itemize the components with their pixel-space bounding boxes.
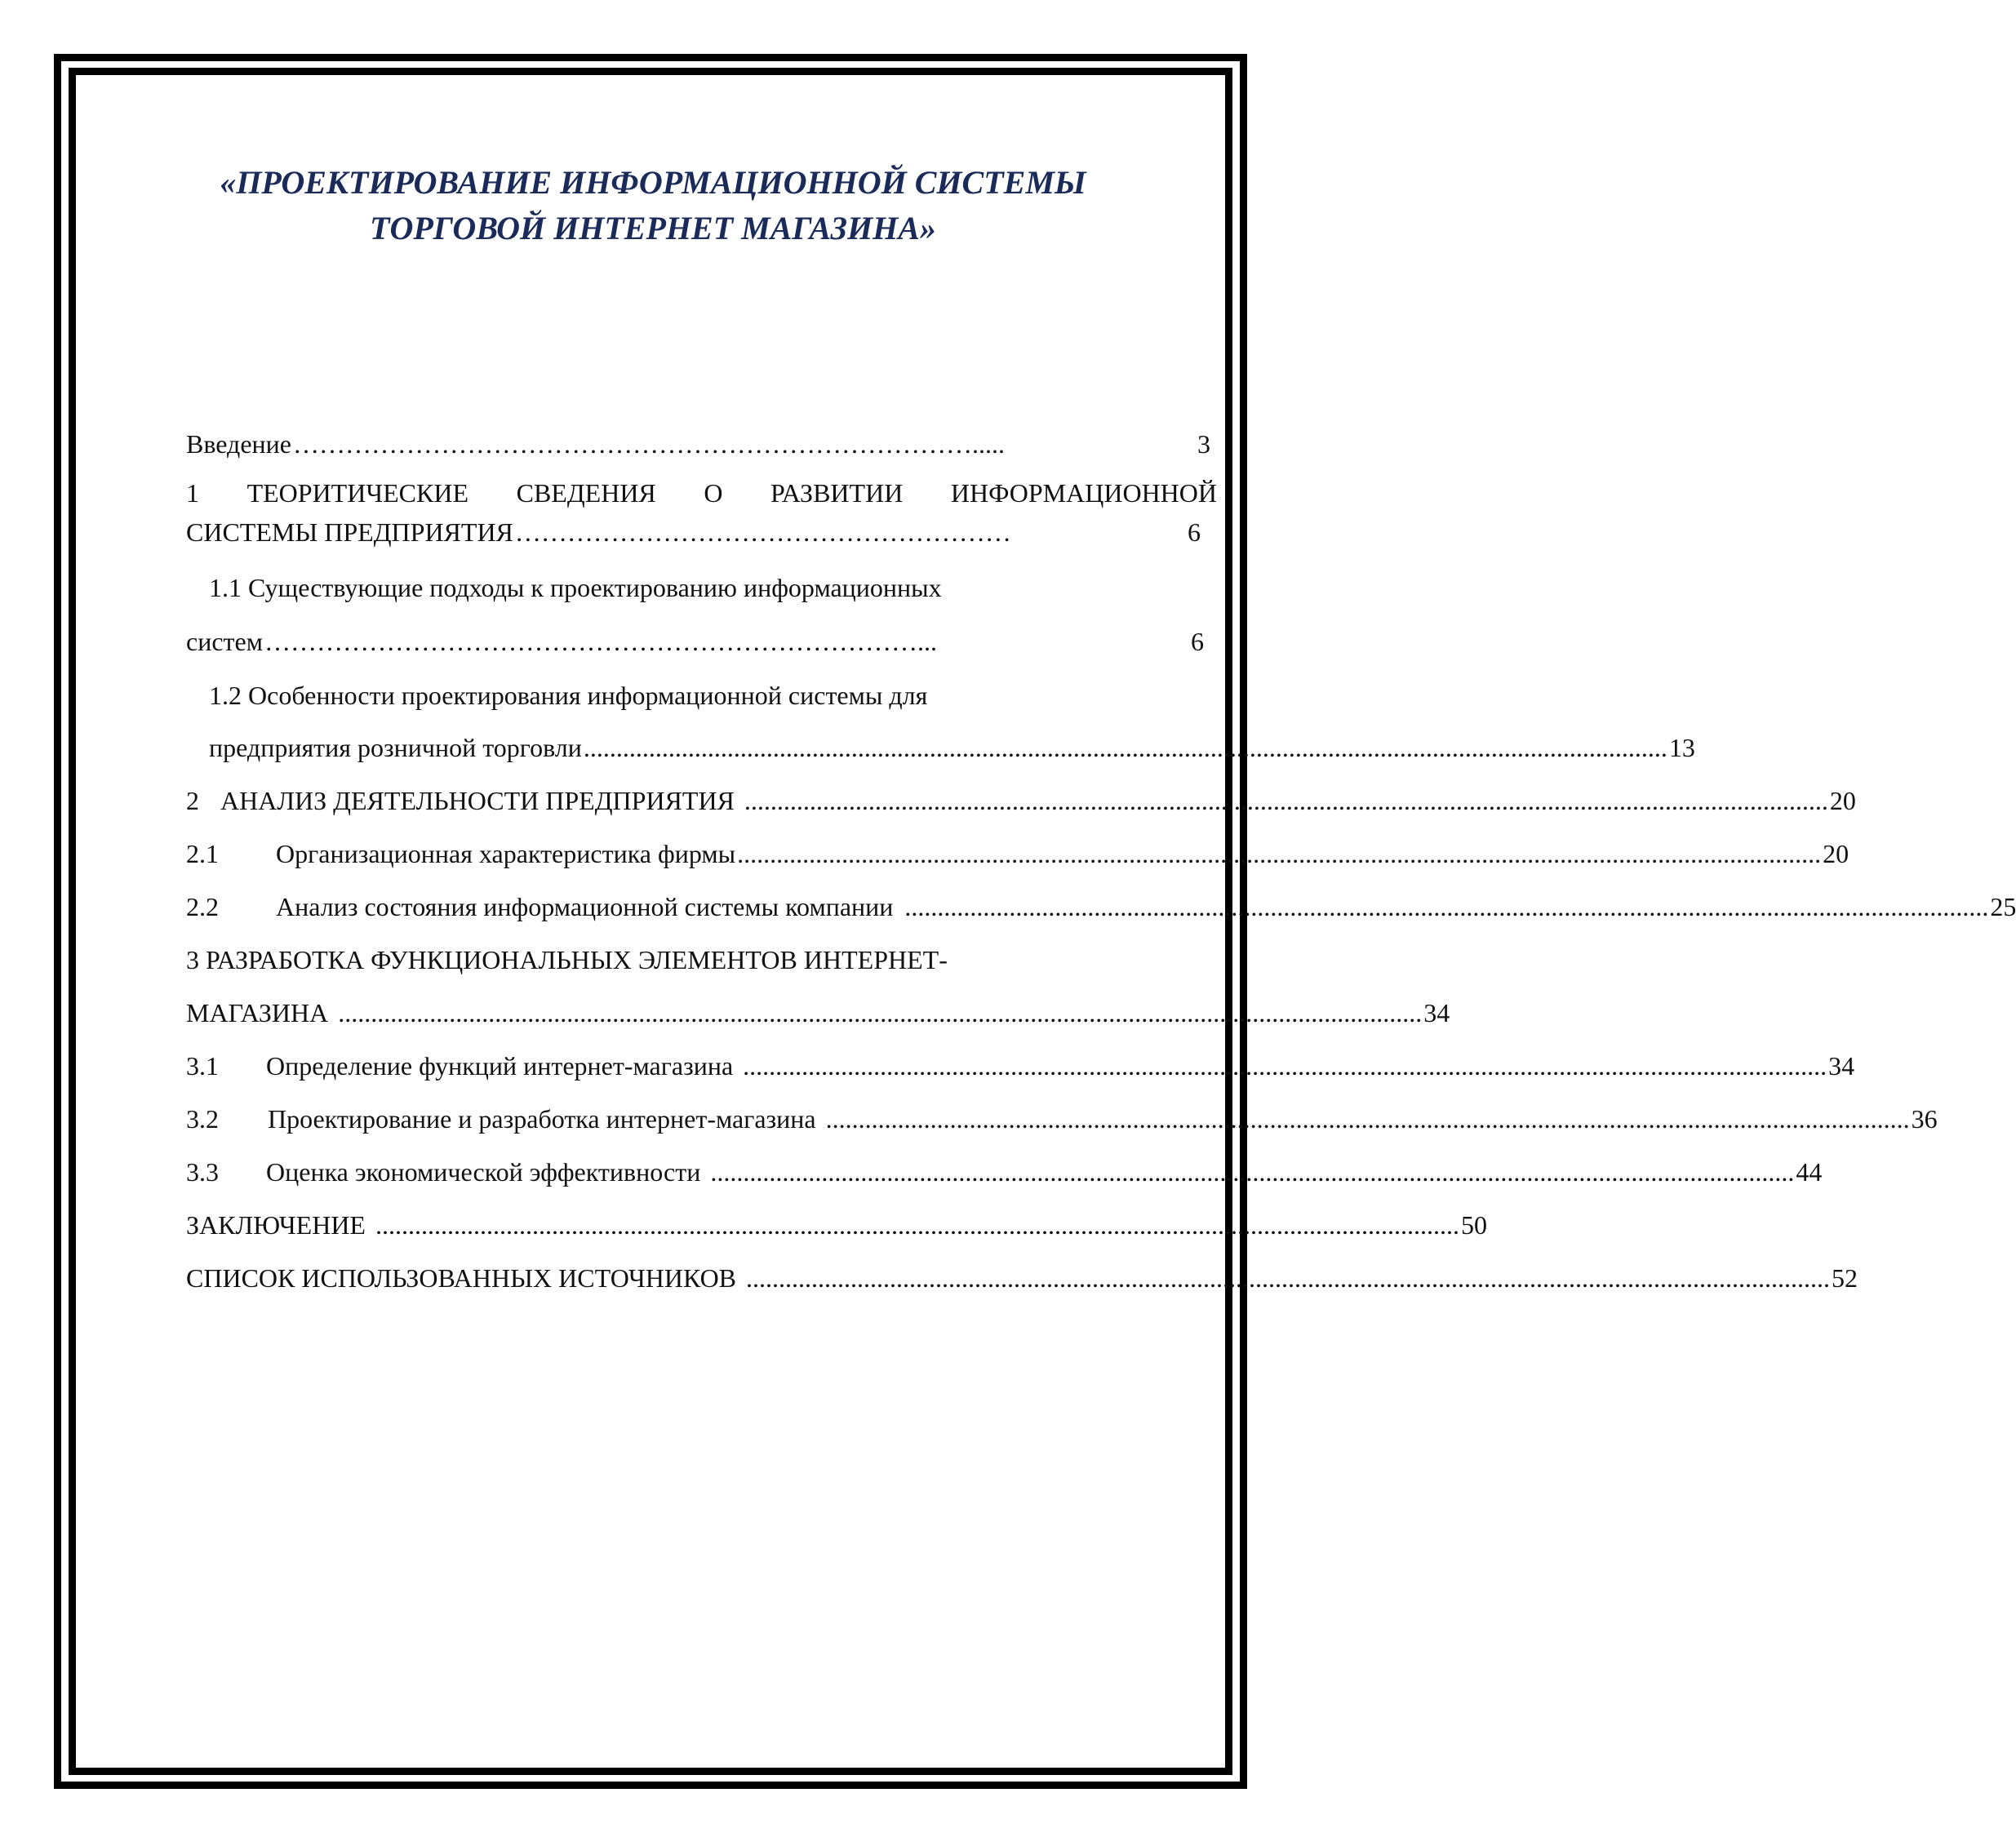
toc-entry-leader: ...................................................................................................................................................................... <box>904 892 1989 921</box>
toc-entry-leader: ...................................................................................................................................................................... <box>746 1263 1831 1293</box>
toc-entry-leader: ...................................................................................................................................................................... <box>737 839 1822 868</box>
toc-entry-leader: ...................................................................................................................................................................... <box>583 733 1667 762</box>
toc-entry-text: МАГАЗИНА <box>186 998 329 1027</box>
toc-entry-page: 25 <box>1990 892 2016 921</box>
toc-entry-page: 13 <box>1668 733 1695 762</box>
toc-entry-intro <box>186 429 1217 459</box>
toc-entry-page: 20 <box>1823 839 1849 868</box>
toc-entry-leader: …………………………………………………………………... <box>264 627 937 656</box>
toc-entry-text: СИСТЕМЫ ПРЕДПРИЯТИЯ <box>186 517 513 547</box>
toc-entry-s3-3 <box>186 1157 1823 1187</box>
toc-entry-leader: ………………………………………………… <box>514 517 1011 547</box>
toc-entry-conclusion <box>186 1210 1487 1240</box>
toc-entry-s3-1 <box>186 1051 1855 1081</box>
toc-entry-leader: ...................................................................................................................................................................... <box>338 998 1423 1027</box>
toc-entry-text: Оценка экономической эффективности <box>266 1157 701 1187</box>
title-line-1: «ПРОЕКТИРОВАНИЕ ИНФОРМАЦИОННОЙ СИСТЕМЫ <box>220 164 1086 201</box>
toc-entry-page: 50 <box>1460 1210 1487 1240</box>
toc-entry-leader: ...................................................................................................................................................................... <box>710 1157 1795 1187</box>
document-title <box>122 160 1183 251</box>
toc-entry-text: Анализ состояния информационной системы компании <box>276 892 894 921</box>
toc-entry-ch3 <box>186 998 1450 1028</box>
title-line-2: ТОРГОВОЙ ИНТЕРНЕТ МАГАЗИНА» <box>370 210 936 246</box>
toc-entry-s1-2-line1: 1.2 Особенности проектирования информационной системы для <box>209 681 928 710</box>
toc-entry-page: 44 <box>1796 1157 1823 1187</box>
toc-entry-s1-1 <box>186 627 1217 657</box>
toc-entry-text: ЗАКЛЮЧЕНИЕ <box>186 1210 366 1240</box>
toc-entry-leader: ...................................................................................................................................................................... <box>825 1104 1910 1134</box>
toc-entry-page: 34 <box>1828 1051 1855 1081</box>
toc-entry-ch1 <box>186 517 1217 548</box>
toc-entry-text: Введение <box>186 429 291 459</box>
toc-entry-text: СПИСОК ИСПОЛЬЗОВАННЫХ ИСТОЧНИКОВ <box>186 1263 737 1293</box>
toc-entry-number: 2 <box>186 786 199 815</box>
toc-entry-s1-2 <box>209 733 1695 763</box>
toc-entry-page: 52 <box>1832 1263 1858 1293</box>
toc-entry-ch1-line1: 1 ТЕОРИТИЧЕСКИЕ СВЕДЕНИЯ О РАЗВИТИИ ИНФОРМАЦИОННОЙ <box>186 478 1217 508</box>
toc-entry-number: 2.1 <box>186 839 219 868</box>
toc-entry-number: 3.2 <box>186 1104 219 1134</box>
toc-entry-page: 6 <box>1191 627 1204 656</box>
toc-entry-ch3-line1: 3 РАЗРАБОТКА ФУНКЦИОНАЛЬНЫХ ЭЛЕМЕНТОВ ИНТЕРНЕТ- <box>186 945 948 974</box>
toc-entry-s3-2 <box>186 1104 1938 1134</box>
toc-entry-page: 20 <box>1829 786 1856 815</box>
toc-entry-number: 3.3 <box>186 1157 219 1187</box>
toc-entry-page: 6 <box>1188 517 1201 547</box>
toc-entry-s2-2 <box>186 892 2016 922</box>
toc-entry-page: 3 <box>1197 429 1210 459</box>
toc-entry-leader: ...................................................................................................................................................................... <box>743 1051 1827 1081</box>
toc-entry-text: АНАЛИЗ ДЕЯТЕЛЬНОСТИ ПРЕДПРИЯТИЯ <box>220 786 735 815</box>
toc-entry-text: предприятия розничной торговли <box>209 733 582 762</box>
toc-entry-number: 2.2 <box>186 892 219 921</box>
toc-entry-text: Проектирование и разработка интернет-магазина <box>268 1104 816 1134</box>
toc-entry-page: 36 <box>1911 1104 1938 1134</box>
toc-entry-ch2 <box>186 786 1856 816</box>
toc-entry-page: 34 <box>1423 998 1450 1027</box>
toc-entry-s2-1 <box>186 839 1849 869</box>
toc-entry-leader: ……………………………………………………………………..... <box>292 429 1005 459</box>
toc-entry-text: Определение функций интернет-магазина <box>266 1051 734 1081</box>
toc-entry-leader: ...................................................................................................................................................................... <box>744 786 1828 815</box>
toc-entry-leader: ...................................................................................................................................................................... <box>375 1210 1459 1240</box>
toc-entry-number: 3.1 <box>186 1051 219 1081</box>
toc-entry-text: Организационная характеристика фирмы <box>276 839 736 868</box>
toc-entry-s1-1-line1: 1.1 Существующие подходы к проектированию информационных <box>209 573 942 602</box>
toc-entry-text: систем <box>186 627 263 656</box>
toc-entry-sources <box>186 1263 1858 1294</box>
